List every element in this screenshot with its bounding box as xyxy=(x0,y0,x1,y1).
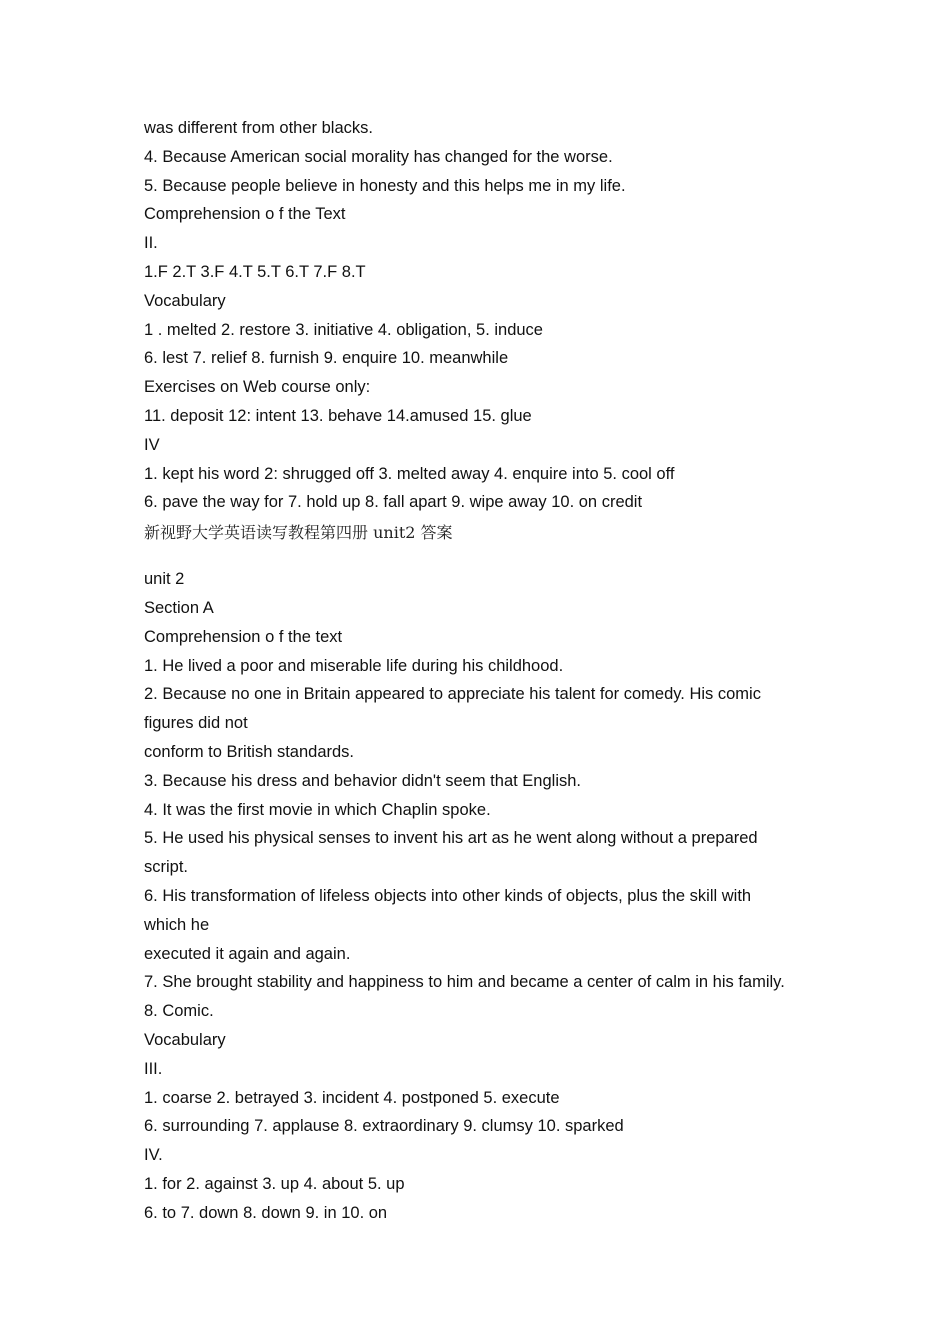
section-heading: Vocabulary xyxy=(144,1030,226,1049)
answer-line: 7. She brought stability and happiness to him and became a center of calm in his family. xyxy=(144,973,785,992)
answer-line: 5. He used his physical senses to invent his art as he went along without a prepared xyxy=(144,829,758,848)
answer-line: 6. surrounding 7. applause 8. extraordinary 9. clumsy 10. sparked xyxy=(144,1117,624,1136)
spacer xyxy=(144,549,824,565)
answer-line: 1. coarse 2. betrayed 3. incident 4. postponed 5. execute xyxy=(144,1088,560,1107)
answer-line: 3. Because his dress and behavior didn't seem that English. xyxy=(144,771,581,790)
answer-line: 4. Because American social morality has changed for the worse. xyxy=(144,147,613,166)
answer-line: 5. Because people believe in honesty and this helps me in my life. xyxy=(144,176,626,195)
answer-line: 8. Comic. xyxy=(144,1002,214,1021)
answer-line: 1.F 2.T 3.F 4.T 5.T 6.T 7.F 8.T xyxy=(144,262,366,281)
answer-line: 1. kept his word 2: shrugged off 3. melted away 4. enquire into 5. cool off xyxy=(144,464,675,483)
section-heading: Vocabulary xyxy=(144,291,226,310)
answer-line: 6. His transformation of lifeless objects into other kinds of objects, plus the skill with xyxy=(144,886,752,905)
answer-line: 6. lest 7. relief 8. furnish 9. enquire 10. meanwhile xyxy=(144,349,509,368)
text-line: was different from other blacks. xyxy=(144,119,373,137)
chapter-title: 新视野大学英语读写教程第四册 unit2 答案 xyxy=(144,523,453,543)
answer-line: 11. deposit 12: intent 13. behave 14.amused 15. glue xyxy=(144,406,532,425)
answer-line: 6. to 7. down 8. down 9. in 10. on xyxy=(144,1203,388,1222)
answer-line: figures did not xyxy=(144,714,248,733)
answer-line: 1. He lived a poor and miserable life during his childhood. xyxy=(144,656,564,675)
section-heading: Comprehension o f the text xyxy=(144,627,343,646)
section-heading: Exercises on Web course only: xyxy=(144,378,371,397)
answer-line: conform to British standards. xyxy=(144,742,355,761)
exercise-number: II. xyxy=(144,234,158,253)
answer-line: script. xyxy=(144,858,189,877)
answer-line: which he xyxy=(144,915,210,934)
section-heading: Comprehension o f the Text xyxy=(144,205,346,224)
exercise-number: IV xyxy=(144,435,160,454)
answer-line: 4. It was the first movie in which Chaplin spoke. xyxy=(144,800,491,819)
document-page xyxy=(144,114,824,1227)
exercise-number: IV. xyxy=(144,1146,163,1165)
unit-heading: unit 2 xyxy=(144,570,185,589)
section-heading: Section A xyxy=(144,598,214,617)
exercise-number: III. xyxy=(144,1059,163,1078)
answer-line: 6. pave the way for 7. hold up 8. fall apart 9. wipe away 10. on credit xyxy=(144,493,643,512)
answer-line: 1 . melted 2. restore 3. initiative 4. obligation, 5. induce xyxy=(144,320,543,339)
answer-line: 1. for 2. against 3. up 4. about 5. up xyxy=(144,1174,405,1193)
answer-line: executed it again and again. xyxy=(144,944,351,963)
answer-line: 2. Because no one in Britain appeared to appreciate his talent for comedy. His comic xyxy=(144,685,761,704)
